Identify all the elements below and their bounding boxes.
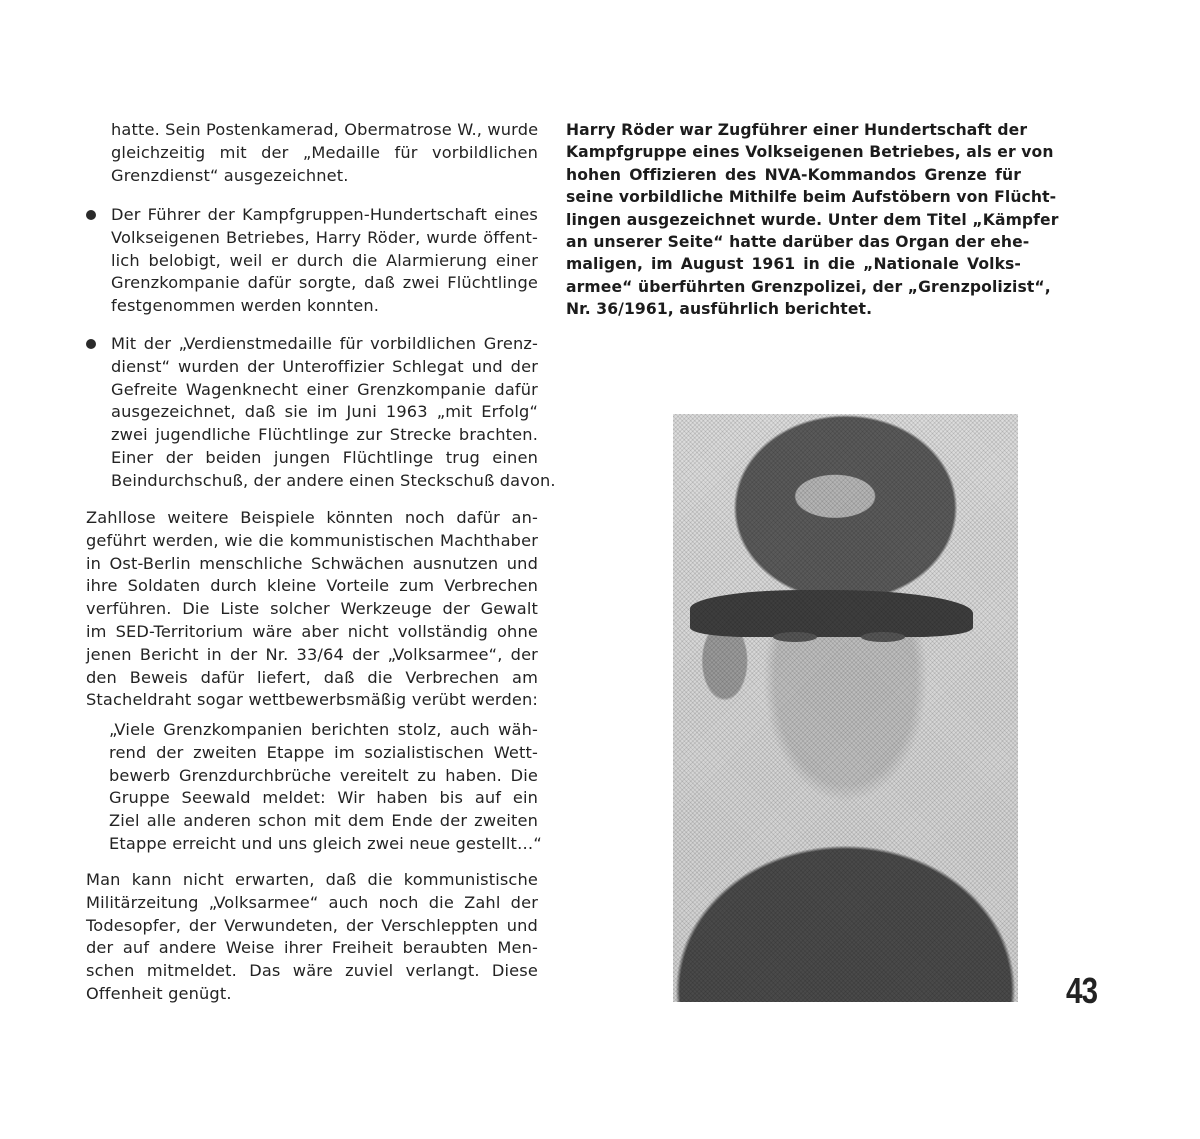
text-line: Gruppe Seewald meldet: Wir haben bis auf ein xyxy=(109,788,538,808)
text-line: bewerb Grenzdurchbrüche vereitelt zu haben. Die xyxy=(109,765,538,785)
bullet-item-medal xyxy=(86,333,556,493)
text-line: festgenommen werden konnten. xyxy=(111,296,380,316)
text-line: „Viele Grenzkompanien berichten stolz, auch wäh- xyxy=(109,720,538,739)
text-line: Harry Röder war Zugführer einer Hundertschaft der xyxy=(566,121,1028,139)
bullet-item-roeder xyxy=(86,204,538,318)
text-line: jenen Bericht in der Nr. 33/64 der „Volksarmee“, der xyxy=(86,644,538,664)
text-line: schen mitmeldet. Das wäre zuviel verlangt. Diese xyxy=(86,961,538,981)
bullet-icon xyxy=(86,339,96,349)
text-line: im SED-Territorium wäre aber nicht vollständig ohne xyxy=(86,621,538,641)
text-line: dienst“ wurden der Unteroffizier Schlegat und der xyxy=(111,356,538,376)
text-line: Grenzkompanie dafür sorgte, daß zwei Flüchtlinge xyxy=(111,273,538,293)
text-line: den Beweis dafür liefert, daß die Verbrechen am xyxy=(86,667,538,687)
text-line: Stacheldraht sogar wettbewerbsmäßig verübt werden: xyxy=(86,690,538,710)
text-line: geführt werden, wie die kommunistischen Machthaber xyxy=(86,530,538,550)
portrait-photo xyxy=(673,414,1018,1002)
text-line: Grenzdienst“ ausgezeichnet. xyxy=(111,165,349,185)
text-line: Mit der „Verdienstmedaille für vorbildlichen Grenz- xyxy=(111,334,538,353)
text-line: Zahllose weitere Beispiele könnten noch dafür an- xyxy=(86,508,538,527)
text-line: Ziel alle anderen schon mit dem Ende der zweiten xyxy=(109,811,538,831)
text-line: Man kann nicht erwarten, daß die kommunistische xyxy=(86,870,538,889)
text-line: armee“ überführten Grenzpolizei, der „Grenzpolizist“, xyxy=(566,277,1051,296)
text-line: Etappe erreicht und uns gleich zwei neue gestellt…“ xyxy=(109,833,542,853)
text-line: lingen ausgezeichnet wurde. Unter dem Titel „Kämpfer xyxy=(566,210,1059,229)
cap-brim xyxy=(690,590,973,637)
text-line: Todesopfer, der Verwundeten, der Verschleppten und xyxy=(86,915,538,935)
block-quote xyxy=(86,719,542,856)
text-line: Kampfgruppe eines Volkseigenen Betriebes, als er von xyxy=(566,143,1054,162)
text-line: Nr. 36/1961, ausführlich berichtet. xyxy=(566,300,873,319)
text-line: der auf andere Weise ihrer Freiheit beraubten Men- xyxy=(86,938,538,958)
text-line: an unserer Seite“ hatte darüber das Organ der ehe- xyxy=(566,233,1030,252)
text-line: lich belobigt, weil er durch die Alarmierung einer xyxy=(111,250,538,270)
text-line: Volkseigenen Betriebes, Harry Röder, wurde öffent- xyxy=(111,227,538,247)
text-line: ihre Soldaten durch kleine Vorteile zum Verbrechen xyxy=(86,576,538,596)
examples-paragraph xyxy=(86,507,538,712)
closing-paragraph xyxy=(86,869,538,1006)
right-eye-shape xyxy=(861,632,905,642)
text-line: gleichzeitig mit der „Medaille für vorbildlichen xyxy=(111,142,538,162)
text-line: verführen. Die Liste solcher Werkzeuge der Gewalt xyxy=(86,599,538,619)
text-line: rend der zweiten Etappe im sozialistischen Wett- xyxy=(109,742,538,762)
text-line: in Ost-Berlin menschliche Schwächen ausnutzen und xyxy=(86,553,538,573)
left-eye-shape xyxy=(773,632,817,642)
text-line: Einer der beiden jungen Flüchtlinge trug einen xyxy=(111,447,538,467)
text-line: Der Führer der Kampfgruppen-Hundertschaft eines xyxy=(111,205,538,224)
text-line: Gefreite Wagenknecht einer Grenzkompanie dafür xyxy=(111,379,538,399)
text-line: zwei jugendliche Flüchtlinge zur Strecke brachten. xyxy=(111,425,538,445)
text-line: maligen, im August 1961 in die „Nationale Volks- xyxy=(566,255,1021,274)
text-line: hohen Offizieren des NVA-Kommandos Grenze für xyxy=(566,165,1021,184)
text-line: hatte. Sein Postenkamerad, Obermatrose W., wurde xyxy=(111,120,539,139)
text-line: seine vorbildliche Mithilfe beim Aufstöbern von Flücht- xyxy=(566,188,1057,207)
photo-caption xyxy=(566,119,1059,321)
bullet-icon xyxy=(86,210,96,220)
continuation-paragraph xyxy=(86,119,538,187)
text-line: Militärzeitung „Volksarmee“ auch noch die Zahl der xyxy=(86,892,538,912)
page-number: 43 xyxy=(1066,970,1098,1011)
text-line: Beindurchschuß, der andere einen Steckschuß davon. xyxy=(111,470,556,490)
text-line: ausgezeichnet, daß sie im Juni 1963 „mit Erfolg“ xyxy=(111,402,538,422)
text-line: Offenheit genügt. xyxy=(86,983,232,1003)
